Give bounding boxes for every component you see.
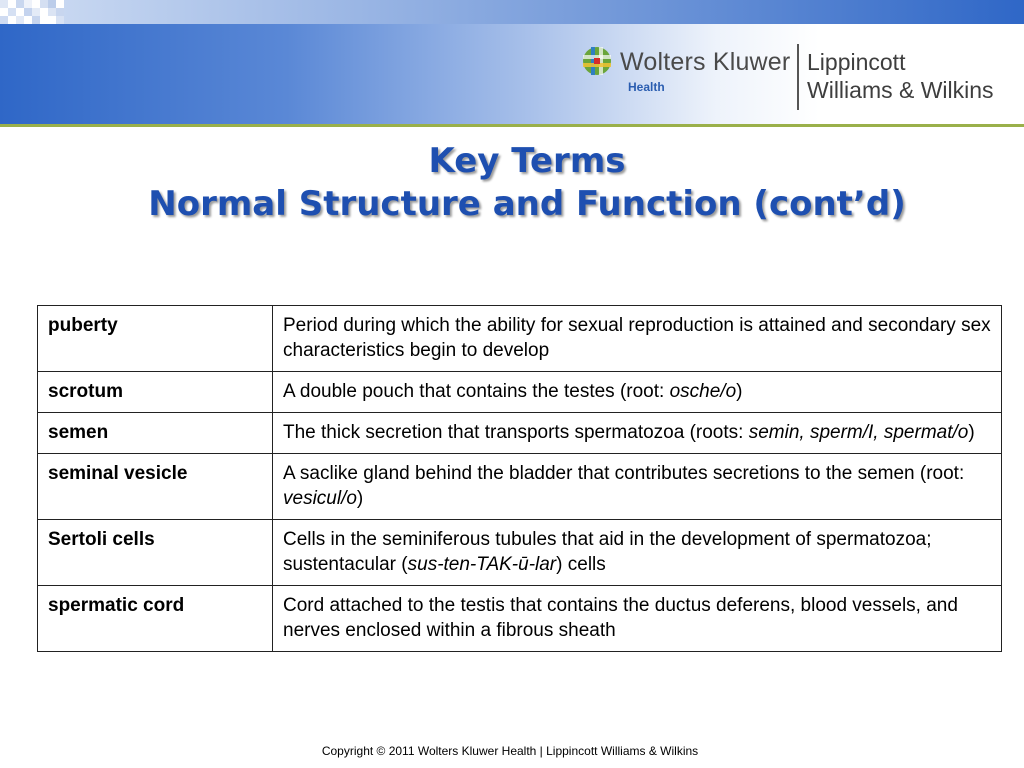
definition-text: Cord attached to the testis that contains the ductus deferens, blood vessels, and nerves enclosed within a fibrous sheath (283, 595, 958, 641)
wolters-kluwer-globe-icon (582, 46, 612, 76)
publisher-logo (578, 40, 1024, 114)
term-cell: spermatic cord (38, 586, 273, 652)
slide-title-line-1: Key Terms (428, 141, 626, 181)
table-row (38, 586, 1002, 652)
definition-text: Period during which the ability for sexual reproduction is attained and secondary sex characteristics begin to develop (283, 315, 991, 361)
definition-text: Cells in the seminiferous tubules that aid in the development of spermatozoa; sustentacular ( (283, 529, 932, 575)
logo-imprint-name (807, 48, 994, 104)
definition-cell (273, 454, 1002, 520)
table-row (38, 520, 1002, 586)
key-terms-table-body (38, 306, 1002, 652)
definition-root-text: osche/o (669, 381, 737, 402)
definition-root-text: semin, sperm/I, spermat/o (748, 422, 969, 443)
table-row (38, 372, 1002, 413)
table-row (38, 413, 1002, 454)
table-row (38, 306, 1002, 372)
term-cell: puberty (38, 306, 273, 372)
definition-cell (273, 306, 1002, 372)
definition-cell (273, 586, 1002, 652)
footer (0, 744, 1024, 758)
copyright-notice: Copyright © 2011 Wolters Kluwer Health | Lippincott Williams & Wilkins (321, 744, 699, 758)
definition-cell (273, 372, 1002, 413)
term-cell: semen (38, 413, 273, 454)
logo-company-name: Wolters Kluwer (620, 48, 791, 76)
table-row (38, 454, 1002, 520)
definition-text: ) (356, 488, 364, 509)
definition-cell (273, 413, 1002, 454)
logo-imprint-line-2: Williams & Wilkins (807, 77, 994, 103)
key-terms-table (37, 305, 1002, 652)
term-cell: scrotum (38, 372, 273, 413)
definition-root-text: sus-ten-TAK-ū-lar (407, 554, 557, 575)
definition-text: A double pouch that contains the testes (root: (283, 381, 670, 402)
header-banner (0, 0, 1024, 127)
slide-title-line-2: Normal Structure and Function (cont’d) (148, 184, 906, 224)
definition-text: A saclike gland behind the bladder that contributes secretions to the semen (root: (283, 463, 965, 484)
definition-cell (273, 520, 1002, 586)
definition-text: The thick secretion that transports spermatozoa (roots: (283, 422, 749, 443)
definition-text: ) cells (556, 554, 606, 575)
definition-root-text: vesicul/o (283, 488, 357, 509)
slide-title (0, 140, 1024, 226)
term-cell: seminal vesicle (38, 454, 273, 520)
logo-imprint-line-1: Lippincott (807, 49, 906, 75)
term-cell: Sertoli cells (38, 520, 273, 586)
header-mosaic (0, 0, 64, 24)
header-top-stripe (64, 0, 1024, 24)
logo-divider (797, 44, 799, 110)
definition-text: ) (736, 381, 743, 402)
definition-text: ) (968, 422, 975, 443)
logo-division-name: Health (628, 80, 665, 94)
